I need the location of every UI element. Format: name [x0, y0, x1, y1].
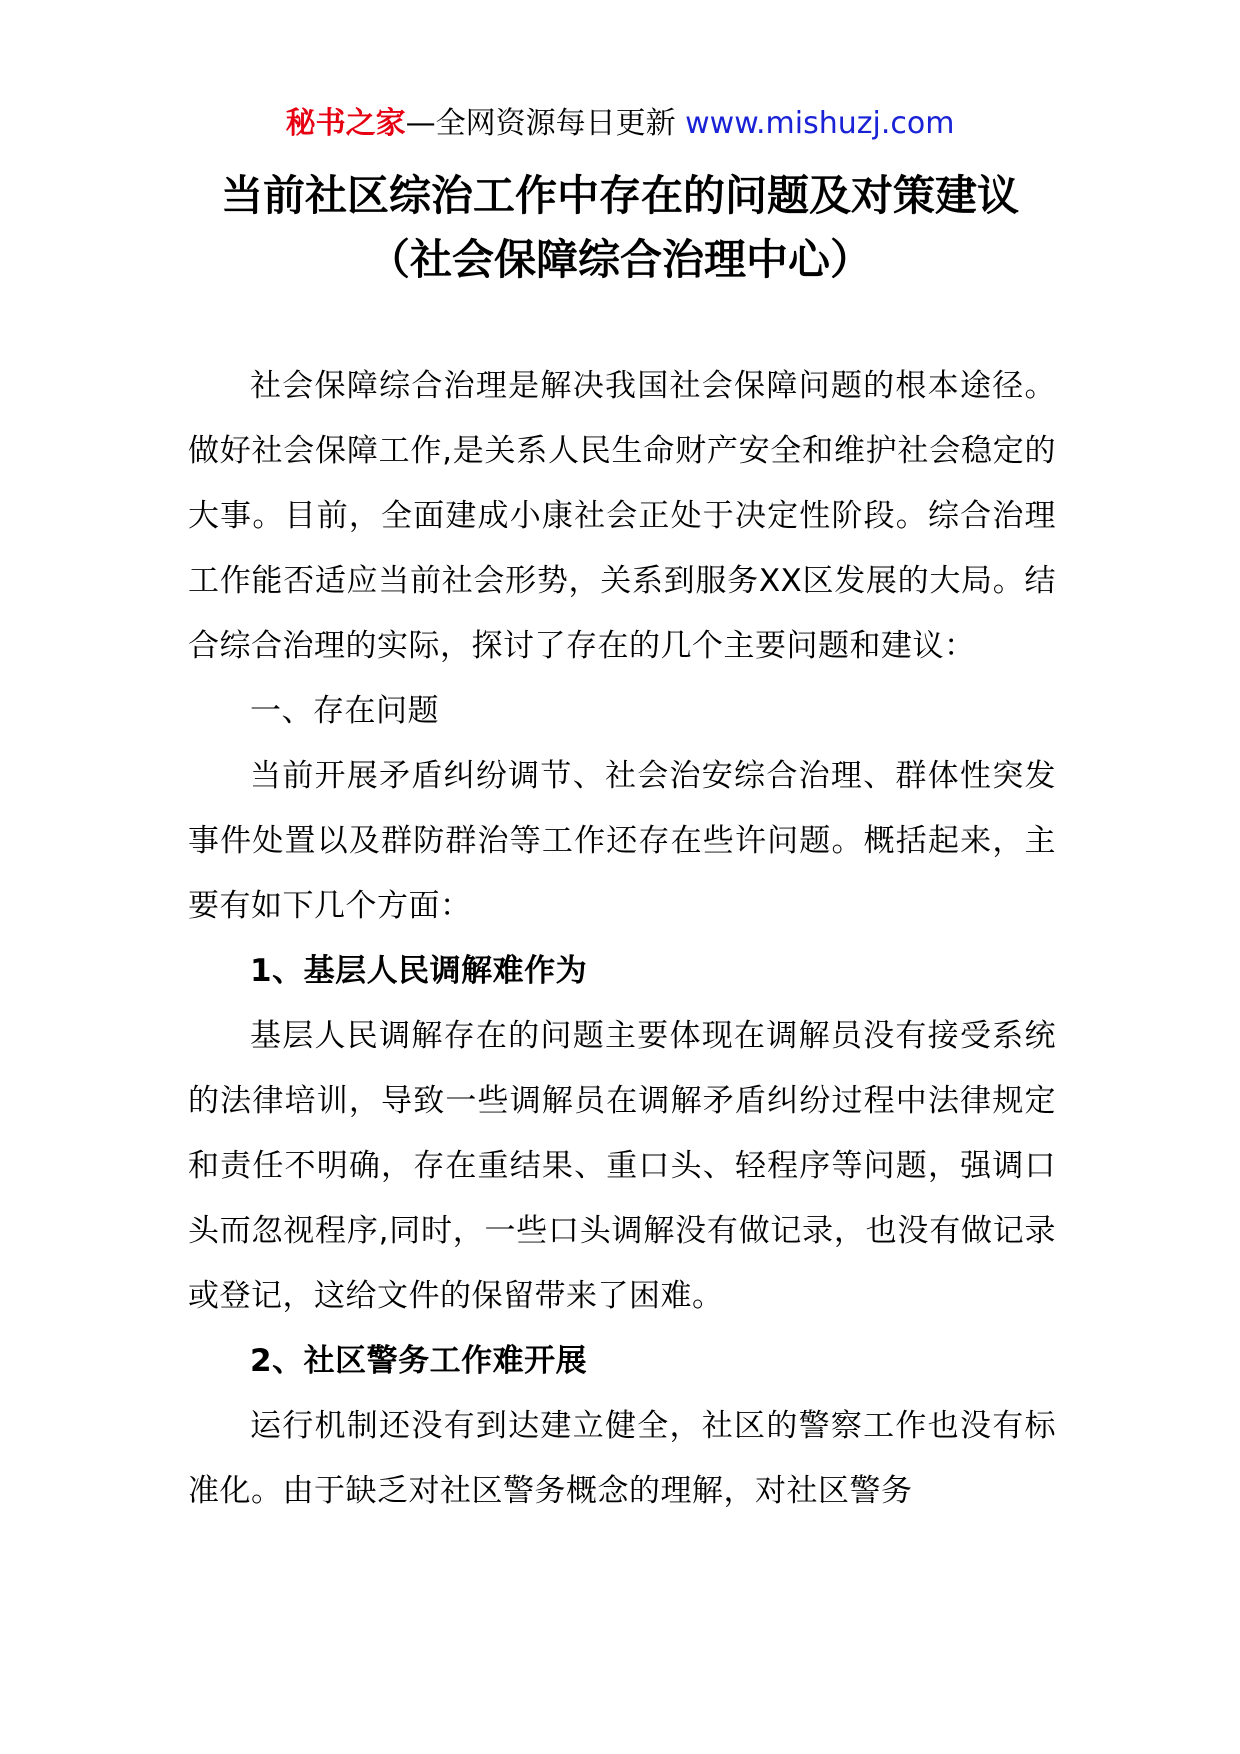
site-brand: 秘书之家 [285, 106, 406, 141]
subheading-mediation: 1、基层人民调解难作为 [250, 953, 588, 989]
subheading-community-policing: 2、社区警务工作难开展 [250, 1343, 588, 1379]
document-body [188, 354, 1056, 1524]
site-header [0, 102, 1240, 146]
document-title: 当前社区综治工作中存在的问题及对策建议（社会保障综合治理中心） [220, 171, 1019, 284]
site-tagline: —全网资源每日更新 [405, 106, 676, 141]
mediation-paragraph: 基层人民调解存在的问题主要体现在调解员没有接受系统的法律培训，导致一些调解员在调解矛盾纠纷过程中法律规定和责任不明确，存在重结果、重口头、轻程序等问题，强调口头而忽视程序,同时，一些口头调解没有做记录，也没有做记录或登记，这给文件的保留带来了困难。 [188, 1018, 1056, 1314]
intro-paragraph: 社会保障综合治理是解决我国社会保障问题的根本途径。做好社会保障工作,是关系人民生命财产安全和维护社会稳定的大事。目前，全面建成小康社会正处于决定性阶段。综合治理工作能否适应当前社会形势，关系到服务XX区发展的大局。结合综合治理的实际，探讨了存在的几个主要问题和建议： [188, 368, 1056, 664]
community-policing-paragraph: 运行机制还没有到达建立健全，社区的警察工作也没有标准化。由于缺乏对社区警务概念的理解，对社区警务 [188, 1408, 1056, 1509]
site-url-link[interactable]: www.mishuzj.com [685, 106, 955, 141]
section-heading-problems: 一、存在问题 [250, 693, 439, 729]
problems-overview-paragraph: 当前开展矛盾纠纷调节、社会治安综合治理、群体性突发事件处置以及群防群治等工作还存在些许问题。概括起来，主要有如下几个方面： [188, 758, 1056, 924]
